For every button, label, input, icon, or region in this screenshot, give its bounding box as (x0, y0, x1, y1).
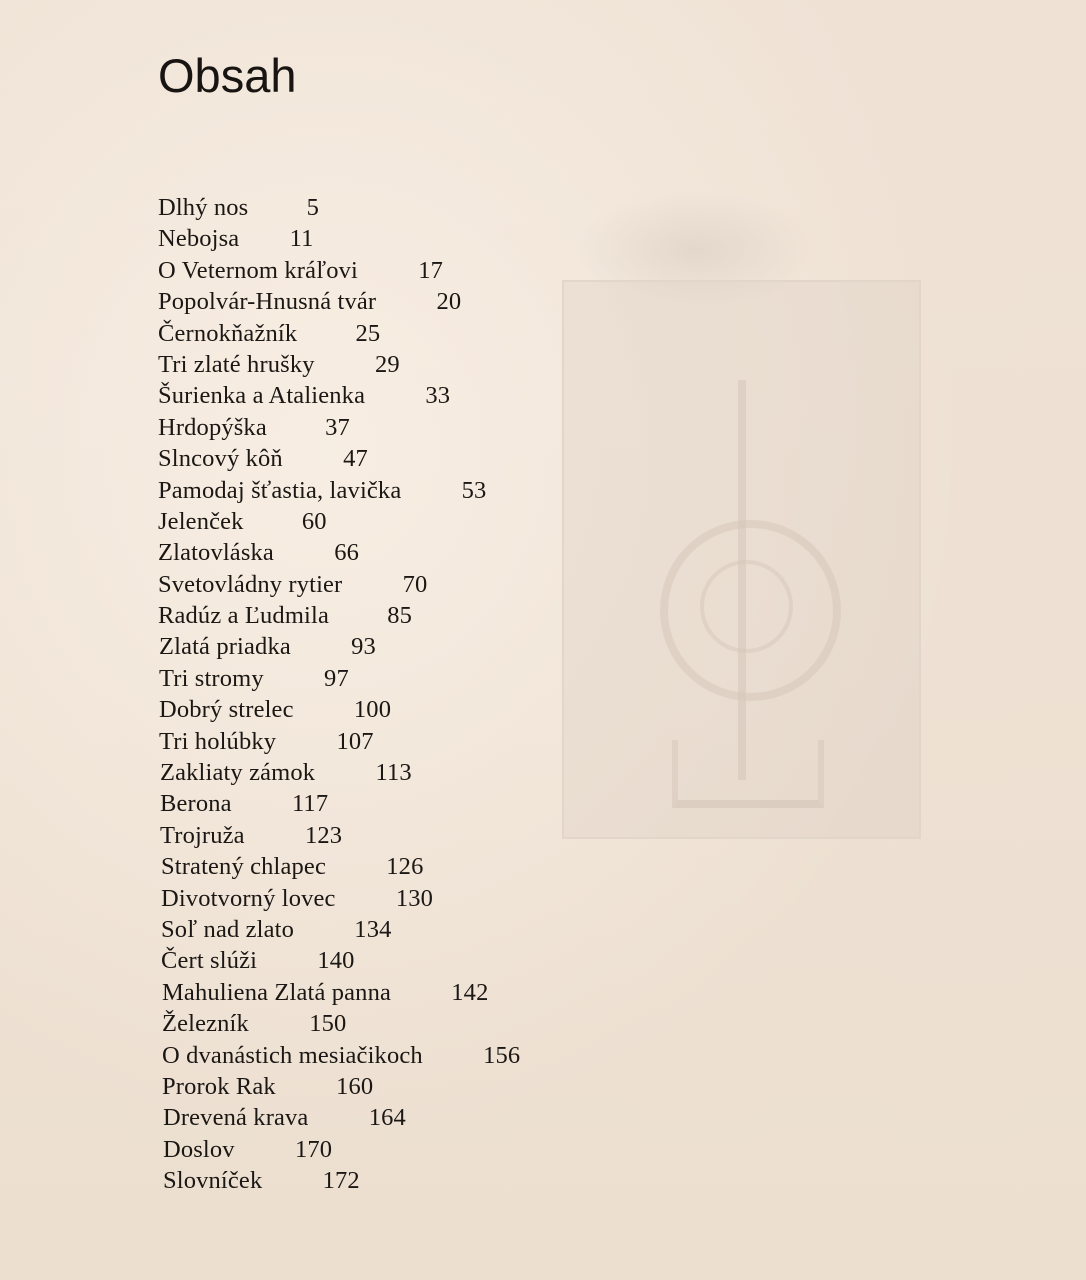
toc-entry-title: Slncový kôň (158, 445, 283, 473)
toc-entry (158, 192, 520, 223)
toc-entry (158, 1102, 520, 1133)
toc-entry (158, 631, 520, 662)
toc-entry (158, 757, 520, 788)
page-title: Obsah (158, 49, 297, 102)
toc-entry-page-number: 160 (336, 1072, 374, 1100)
toc-entry-title: Černokňažník (158, 319, 298, 347)
toc-entry (158, 788, 520, 819)
toc-entry-title: Nebojsa (158, 225, 240, 253)
toc-entry-page-number: 142 (451, 978, 489, 1006)
toc-entry (158, 318, 520, 349)
toc-entry-title: Tri holúbky (159, 727, 277, 755)
toc-entry-title: Dobrý strelec (159, 696, 294, 724)
toc-entry-page-number: 97 (324, 664, 349, 692)
toc-entry-title: Tri stromy (159, 664, 264, 692)
toc-entry-page-number: 66 (334, 539, 360, 567)
toc-entry-title: Svetovládny rytier (158, 570, 343, 598)
toc-entry-title: Stratený chlapec (161, 853, 326, 881)
toc-entry-title: Radúz a Ľudmila (158, 602, 329, 630)
toc-entry-title: Hrdopýška (158, 413, 267, 441)
toc-entry-title: Trojruža (160, 821, 245, 849)
table-of-contents (158, 192, 520, 1197)
toc-entry (158, 945, 520, 976)
toc-entry-page-number: 126 (386, 853, 424, 881)
toc-entry-title: Čert slúži (161, 947, 258, 975)
toc-entry-title: Jelenček (158, 507, 244, 535)
toc-entry (158, 820, 520, 851)
toc-entry (158, 1134, 520, 1165)
toc-entry-page-number: 70 (402, 570, 428, 598)
toc-entry-page-number: 150 (309, 1010, 347, 1038)
toc-entry (158, 1008, 520, 1039)
toc-entry (158, 600, 520, 631)
toc-entry-page-number: 20 (436, 288, 462, 316)
toc-entry (158, 286, 520, 317)
toc-entry-title: Tri zlaté hrušky (158, 350, 315, 378)
toc-entry-page-number: 47 (343, 445, 368, 473)
toc-entry-page-number: 53 (461, 476, 487, 504)
toc-entry-title: Zlatá priadka (159, 633, 291, 661)
toc-entry-page-number: 123 (304, 821, 343, 849)
toc-entry (158, 1071, 520, 1102)
toc-entry-page-number: 60 (301, 507, 327, 535)
toc-entry-page-number: 172 (322, 1167, 360, 1195)
toc-entry (158, 694, 520, 725)
toc-entry-page-number: 11 (289, 225, 314, 253)
toc-entry-page-number: 29 (374, 350, 400, 378)
toc-entry-page-number: 33 (425, 382, 451, 410)
toc-entry-page-number: 5 (306, 194, 320, 221)
toc-entry (158, 506, 520, 537)
toc-entry (158, 851, 520, 882)
toc-entry-page-number: 37 (325, 413, 350, 441)
toc-entry (158, 569, 520, 600)
toc-entry-page-number: 134 (354, 915, 392, 943)
toc-entry (158, 380, 520, 411)
toc-entry-title: Dlhý nos (158, 194, 249, 221)
toc-entry-title: Slovníček (163, 1167, 263, 1195)
toc-entry-title: O dvanástich mesiačikoch (162, 1041, 423, 1069)
toc-entry-title: Divotvorný lovec (161, 884, 336, 912)
show-through-wheel-hub (700, 560, 793, 653)
toc-entry-title: Zlatovláska (158, 539, 274, 567)
toc-entry-title: Popolvár-Hnusná tvár (158, 288, 377, 316)
toc-entry-page-number: 93 (351, 633, 376, 661)
toc-entry (158, 1165, 520, 1196)
toc-entry (158, 883, 520, 914)
toc-entry-page-number: 140 (317, 947, 355, 975)
toc-entry-title: Pamodaj šťastia, lavička (158, 476, 402, 504)
show-through-wheel-base (672, 740, 824, 808)
toc-entry (158, 349, 520, 380)
toc-entry-title: Soľ nad zlato (161, 915, 295, 943)
toc-entry-page-number: 100 (353, 696, 392, 724)
toc-entry-page-number: 113 (375, 759, 412, 787)
toc-entry (158, 977, 520, 1008)
toc-entry-page-number: 156 (483, 1041, 521, 1069)
toc-entry (158, 223, 520, 254)
toc-entry (158, 663, 520, 694)
toc-entry-page-number: 85 (387, 602, 413, 630)
toc-entry-title: O Veternom kráľovi (158, 256, 358, 284)
toc-entry (158, 537, 520, 568)
toc-entry (158, 412, 520, 443)
toc-entry-title: Železník (162, 1010, 249, 1038)
toc-entry-page-number: 107 (336, 727, 374, 755)
toc-entry-page-number: 130 (395, 884, 434, 912)
toc-entry-title: Drevená krava (163, 1104, 309, 1132)
toc-entry-title: Šurienka a Atalienka (158, 382, 366, 410)
toc-entry (158, 914, 520, 945)
toc-entry-title: Zakliaty zámok (160, 759, 316, 787)
toc-entry-title: Mahuliena Zlatá panna (162, 978, 391, 1006)
toc-entry (158, 255, 520, 286)
toc-entry-page-number: 25 (355, 319, 381, 347)
toc-entry-page-number: 17 (418, 256, 444, 284)
toc-entry-page-number: 117 (291, 790, 329, 818)
toc-entry-title: Doslov (163, 1135, 235, 1163)
toc-entry (158, 475, 520, 506)
toc-entry-page-number: 170 (294, 1135, 333, 1163)
toc-entry-title: Berona (160, 790, 232, 818)
toc-entry (158, 726, 520, 757)
toc-entry (158, 443, 520, 474)
toc-entry-page-number: 164 (368, 1104, 406, 1132)
toc-entry (158, 1040, 520, 1071)
toc-entry-title: Prorok Rak (162, 1072, 276, 1100)
